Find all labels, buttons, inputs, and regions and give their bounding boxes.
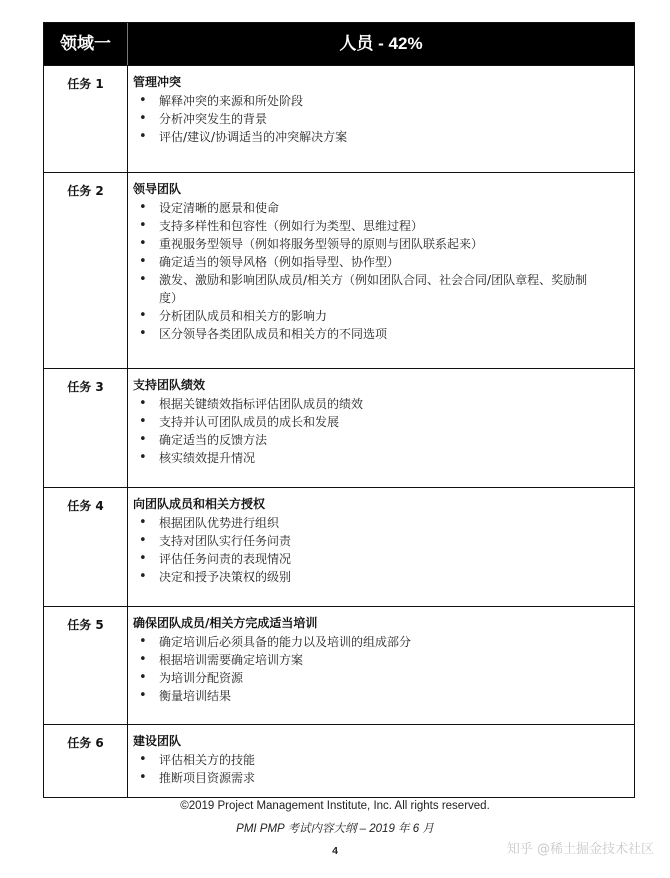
task-row xyxy=(44,172,634,368)
task-bullet-item: • 设定清晰的愿景和使命 xyxy=(133,199,624,217)
task-row xyxy=(44,724,634,797)
outline-table xyxy=(43,22,635,798)
task-body xyxy=(128,369,634,487)
document-subtitle: PMI PMP 考试内容大纲 – 2019 年 6 月 xyxy=(236,823,434,835)
table-header xyxy=(44,23,634,65)
task-label: 任务 1 xyxy=(44,66,128,172)
task-bullet-list xyxy=(133,514,624,586)
task-label: 任务 3 xyxy=(44,369,128,487)
task-bullet-item: • 分析冲突发生的背景 xyxy=(133,110,624,128)
task-label: 任务 5 xyxy=(44,607,128,724)
task-bullet-list xyxy=(133,395,624,467)
task-body xyxy=(128,607,634,724)
task-body xyxy=(128,66,634,172)
task-bullet-item: • 评估相关方的技能 xyxy=(133,751,624,769)
task-bullet-item: • 决定和授予决策权的级别 xyxy=(133,568,624,586)
page-number: 4 xyxy=(332,845,338,857)
task-bullet-item: • 推断项目资源需求 xyxy=(133,769,624,787)
task-bullet-item: • 确定培训后必须具备的能力以及培训的组成部分 xyxy=(133,633,624,651)
task-row xyxy=(44,487,634,606)
task-title: 确保团队成员/相关方完成适当培训 xyxy=(133,616,318,630)
task-title: 支持团队绩效 xyxy=(133,378,206,392)
task-rows xyxy=(44,65,634,797)
watermark: 知乎 @稀土掘金技术社区 xyxy=(506,842,654,857)
task-label: 任务 6 xyxy=(44,725,128,797)
task-bullet-item: • 支持多样性和包容性（例如行为类型、思维过程） xyxy=(133,217,624,235)
task-body xyxy=(128,488,634,606)
domain-label: 领域一 xyxy=(44,23,128,65)
task-bullet-list xyxy=(133,92,624,146)
task-title: 建设团队 xyxy=(133,734,182,748)
task-bullet-list xyxy=(133,633,624,705)
task-bullet-item: • 分析团队成员和相关方的影响力 xyxy=(133,307,624,325)
task-bullet-item: • 评估任务问责的表现情况 xyxy=(133,550,624,568)
task-bullet-list xyxy=(133,751,624,787)
task-bullet-item: • 重视服务型领导（例如将服务型领导的原则与团队联系起来） xyxy=(133,235,624,253)
task-row xyxy=(44,368,634,487)
task-bullet-item: • 支持对团队实行任务问责 xyxy=(133,532,624,550)
task-bullet-item: • 根据培训需要确定培训方案 xyxy=(133,651,624,669)
task-bullet-item: • 根据团队优势进行组织 xyxy=(133,514,624,532)
task-label: 任务 4 xyxy=(44,488,128,606)
task-title: 领导团队 xyxy=(133,182,182,196)
domain-title: 人员 - 42% xyxy=(339,34,423,53)
task-bullet-item: • 解释冲突的来源和所处阶段 xyxy=(133,92,624,110)
task-body xyxy=(128,725,634,797)
task-bullet-list xyxy=(133,199,624,343)
task-bullet-item: • 根据关键绩效指标评估团队成员的绩效 xyxy=(133,395,624,413)
task-row xyxy=(44,606,634,724)
task-bullet-item: • 确定适当的反馈方法 xyxy=(133,431,624,449)
task-bullet-item: • 激发、激励和影响团队成员/相关方（例如团队合同、社会合同/团队章程、奖励制度） xyxy=(133,271,624,307)
copyright-text: ©2019 Project Management Institute, Inc. All rights reserved. xyxy=(180,800,490,812)
task-title: 向团队成员和相关方授权 xyxy=(133,497,266,511)
task-bullet-item: • 区分领导各类团队成员和相关方的不同选项 xyxy=(133,325,624,343)
task-bullet-item: • 衡量培训结果 xyxy=(133,687,624,705)
task-bullet-item: • 评估/建议/协调适当的冲突解决方案 xyxy=(133,128,624,146)
task-bullet-item: • 核实绩效提升情况 xyxy=(133,449,624,467)
task-title: 管理冲突 xyxy=(133,75,182,89)
task-label: 任务 2 xyxy=(44,173,128,368)
task-body xyxy=(128,173,634,368)
task-bullet-item: • 确定适当的领导风格（例如指导型、协作型） xyxy=(133,253,624,271)
task-bullet-item: • 支持并认可团队成员的成长和发展 xyxy=(133,413,624,431)
task-bullet-item: • 为培训分配资源 xyxy=(133,669,624,687)
task-row xyxy=(44,65,634,172)
